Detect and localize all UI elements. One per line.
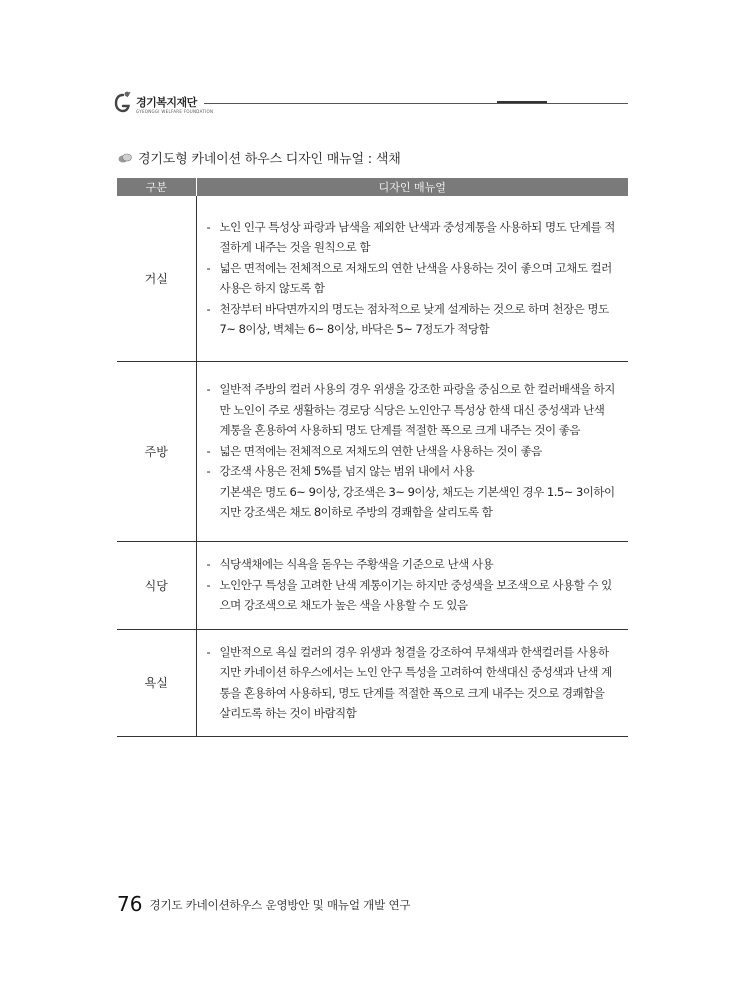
list-item: - 천장부터 바닥면까지의 명도는 점차적으로 낮게 설계하는 것으로 하며 천장은 명도 7~ 8이상, 벽체는 6~ 8이상, 바닥은 5~ 7정도가 적당함 xyxy=(205,299,619,340)
header-rule xyxy=(204,103,628,104)
header-category: 구분 xyxy=(117,178,196,196)
table-header-row xyxy=(117,178,628,196)
list-item: - 넓은 면적에는 전체적으로 저채도의 연한 난색을 사용하는 것이 좋음 xyxy=(205,441,619,462)
header-rule-accent xyxy=(497,101,547,103)
page-header xyxy=(114,90,628,118)
row-description xyxy=(196,629,628,736)
table-row xyxy=(117,361,628,541)
row-category: 주방 xyxy=(117,361,196,541)
list-item: - 일반적으로 욕실 컬러의 경우 위생과 청결을 강조하여 무채색과 한색컬러를 사용하지만 카네이션 하우스에서는 노인 안구 특성을 고려하여 한색대신 중성색과 난색 계통을 혼용하여 사용하되, 명도 단계를 적절한 폭으로 크게 내주는 것으로 경쾌함을 살리도록 하는 것이 바람직함 xyxy=(205,642,619,724)
list-item: - 넓은 면적에는 전체적으로 저채도의 연한 난색을 사용하는 것이 좋으며 고채도 컬러사용은 하지 않도록 함 xyxy=(205,258,619,299)
list-item: - 식당색채에는 식욕을 돋우는 주황색을 기준으로 난색 사용 xyxy=(205,554,619,575)
page-footer xyxy=(117,892,410,916)
row-category: 식당 xyxy=(117,541,196,629)
section-title xyxy=(118,148,401,167)
row-description xyxy=(196,541,628,629)
color-manual-table xyxy=(117,178,628,737)
row-description xyxy=(196,361,628,541)
page-number: 76 xyxy=(117,892,143,916)
header-manual: 디자인 매뉴얼 xyxy=(196,178,628,196)
row-category: 욕실 xyxy=(117,629,196,736)
list-item: 기본색은 명도 6~ 9이상, 강조색은 3~ 9이상, 채도는 기본색인 경우 1.5~ 3이하이지만 강조색은 채도 8이하로 주방의 경쾌함을 살리도록 함 xyxy=(219,484,615,520)
foundation-logo-icon xyxy=(114,90,132,114)
leaf-bullet-icon xyxy=(118,153,132,164)
list-item: - 노인 인구 특성상 파랑과 남색을 제외한 난색과 중성계통을 사용하되 명도 단계를 적절하게 내주는 것을 원칙으로 함 xyxy=(205,217,619,258)
footer-title: 경기도 카네이션하우스 운영방안 및 매뉴얼 개발 연구 xyxy=(149,898,411,912)
list-item: - 강조색 사용은 전체 5%를 넘지 않는 범위 내에서 사용 xyxy=(205,461,619,482)
row-category: 거실 xyxy=(117,196,196,361)
list-item: - 일반적 주방의 컬러 사용의 경우 위생을 강조한 파랑을 중심으로 한 컬러배색을 하지만 노인이 주로 생활하는 경로당 식당은 노인안구 특성상 한색 대신 중성색과 난색 계통을 혼용하여 사용하되 명도 단계를 적절한 폭으로 크게 내주는 것이 좋음 xyxy=(205,379,619,441)
org-name: 경기복지재단 xyxy=(136,96,197,109)
section-title-text: 경기도형 카네이션 하우스 디자인 매뉴얼 : 색채 xyxy=(138,152,401,167)
org-subtitle: GYEONGGI WELFARE FOUNDATION xyxy=(136,109,214,114)
table-row xyxy=(117,541,628,629)
row-description xyxy=(196,196,628,361)
list-item: - 노인안구 특성을 고려한 난색 계통이기는 하지만 중성색을 보조색으로 사용할 수 있으며 강조색으로 채도가 높은 색을 사용할 수 도 있음 xyxy=(205,575,619,616)
table-row xyxy=(117,196,628,361)
table-row xyxy=(117,629,628,736)
